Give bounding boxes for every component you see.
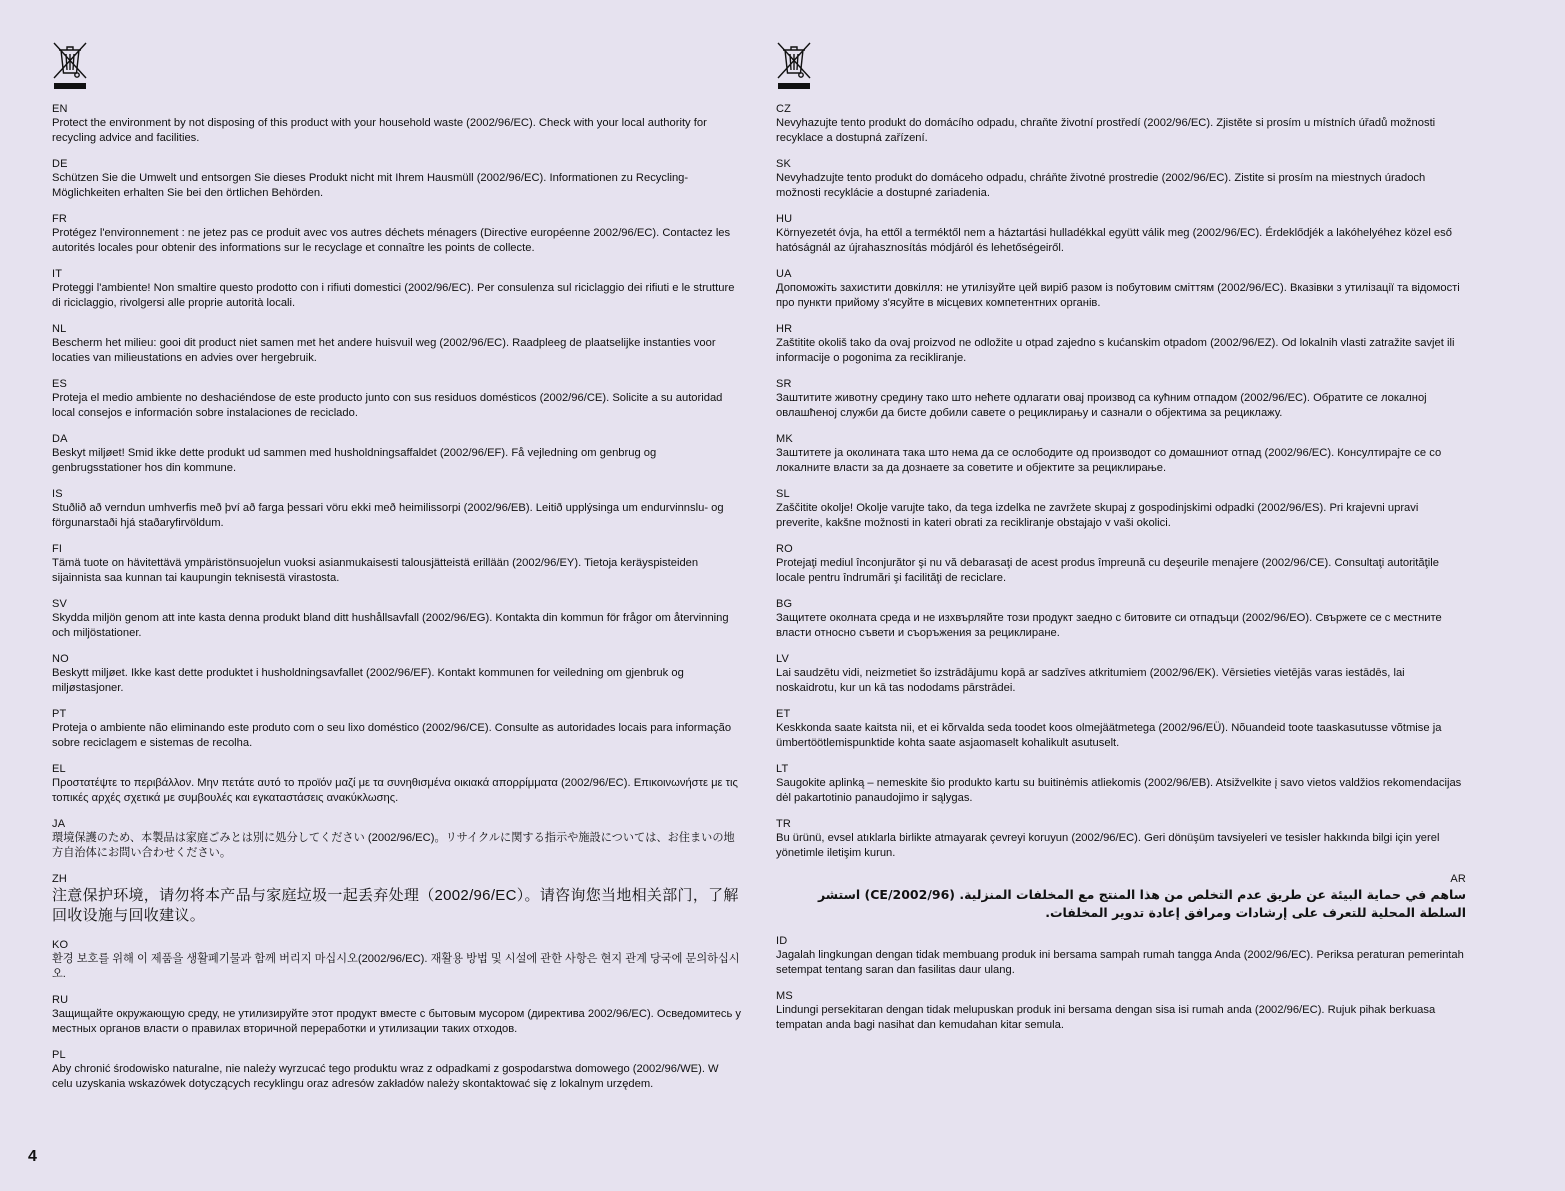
language-code: SV [52,598,68,610]
language-section-nl [52,322,742,365]
language-code: ES [52,378,68,390]
disposal-notice-text: ساهم في حماية البيئة عن طريق عدم التخلص من هذا المنتج مع المخلفات المنزلية. (CE/2002/96) استشر السلطة المحلية للتعرف على إرشادات ومرافق إعادة تدوير المخلفات. [818,887,1466,920]
language-section-sl [776,487,1466,530]
disposal-notice-text: Заштитите животну средину тако што нећете одлагати овај производ са кућним отпадом (2002/96/EC). Обратите се локалној овлашћеној служби да бисте добили савете о рециклирању и сазнали о објектима за рециклажу. [776,392,1427,419]
disposal-notice-text: Заштитете ја околината така што нема да се ослободите од производот со домашниот отпад (2002/96/EC). Консултирајте се со локалните власти за да дознаете за советите и објектите за рециклирање. [776,447,1442,474]
language-section-fi [52,542,742,585]
disposal-notice-text: 환경 보호를 위해 이 제품을 생활폐기물과 함께 버리지 마십시오(2002/96/EC). 재활용 방법 및 시설에 관한 사항은 현지 관계 당국에 문의하십시오. [52,953,740,980]
disposal-notice-text: Nevyhazujte tento produkt do domácího odpadu, chraňte životní prostředí (2002/96/EC). Zjistěte si prosím u místních úřadů možnosti recyklace a dostupná zařízení. [776,117,1436,144]
disposal-notice-text: Защищайте окружающую среду, не утилизируйте этот продукт вместе с бытовым мусором (директива 2002/96/EC). Осведомитесь у местных органов власти о правилах вторичной переработки и утилизации таких отходов. [52,1008,742,1035]
language-section-hr [776,322,1466,365]
language-section-is [52,487,742,530]
disposal-notice-text: Tämä tuote on hävitettävä ympäristönsuojelun vuoksi asianmukaisesti talousjätteistä erillään (2002/96/EY). Tietoja keräyspisteiden sijainnista saa kunnan tai kaupungin teknisestä virastosta. [52,557,699,584]
language-section-lt [776,762,1466,805]
language-code: AR [1450,873,1466,885]
language-code: NL [52,323,67,335]
disposal-notice-text: Protégez l'environnement : ne jetez pas ce produit avec vos autres déchets ménagers (Directive européenne 2002/96/EC). Contactez les autorités locales pour obtenir des informations sur le recyclage et connaître les points de collecte. [52,227,731,254]
crossed-out-wheeled-bin-icon [776,40,812,90]
language-code: FI [52,543,63,555]
crossed-out-wheeled-bin-icon [52,40,88,90]
language-code: JA [52,818,66,830]
language-code: FR [52,213,68,225]
language-section-sk [776,157,1466,200]
language-code: PL [52,1049,66,1061]
language-code: SR [776,378,792,390]
disposal-notice-text: Keskkonda saate kaitsta nii, et ei kõrvalda seda toodet koos olmejäätmetega (2002/96/EÜ). Nõuandeid toote taaskasutusse võtmise ja ümbertöötlemispunktide kohta saate asjaomaselt kohalikult asutuselt. [776,722,1442,749]
language-section-el [52,762,742,805]
language-code: RU [52,994,69,1006]
disposal-notice-text: Защитете околната среда и не изхвърляйте този продукт заедно с битовите си отпадъци (2002/96/ЕО). Свържете се с местните власти относно съвети и съоръжения за рециклиране. [776,612,1442,639]
language-section-es [52,377,742,420]
disposal-notice-text: Jagalah lingkungan dengan tidak membuang produk ini bersama sampah rumah tangga Anda (2002/96/EC). Periksa peraturan pemerintah setempat tentang saran dan fasilitas daur ulang. [776,949,1464,976]
language-code: LV [776,653,790,665]
language-section-mk [776,432,1466,475]
right-sections [776,102,1466,1032]
disposal-notice-text: Lindungi persekitaran dengan tidak melupuskan produk ini bersama dengan sisa isi rumah anda (2002/96/EC). Rujuk pihak berkuasa tempatan anda bagi nasihat dan kemudahan kitar semula. [776,1004,1436,1031]
language-code: UA [776,268,792,280]
disposal-notice-text: 注意保护环境，请勿将本产品与家庭垃圾一起丢弃处理（2002/96/EC）。请咨询您当地相关部门，了解回收设施与回收建议。 [52,887,739,924]
language-section-pl [52,1048,742,1091]
language-section-ru [52,993,742,1036]
language-section-hu [776,212,1466,255]
disposal-notice-text: Proteja el medio ambiente no deshaciéndose de este producto junto con sus residuos domésticos (2002/96/CE). Solicite a su autoridad local consejos e información sobre instalaciones de reciclado. [52,392,723,419]
disposal-notice-text: Bu ürünü, evsel atıklarla birlikte atmayarak çevreyi koruyun (2002/96/EC). Geri dönüşüm tavsiyeleri ve tesisler hakkında bilgi için yerel yönetimle iletişim kurun. [776,832,1440,859]
disposal-notice-text: Lai saudzētu vidi, neizmetiet šo izstrādājumu kopā ar sadzīves atkritumiem (2002/96/EK). Vērsieties vietējās varas iestādēs, lai noskaidrotu, kur un kā tas nododams pārstrādei. [776,667,1405,694]
language-section-lv [776,652,1466,695]
language-section-et [776,707,1466,750]
language-section-ro [776,542,1466,585]
disposal-notice-text: 環境保護のため、本製品は家庭ごみとは別に処分してください (2002/96/EC)。リサイクルに関する指示や施設については、お住まいの地方自治体にお問い合わせください。 [52,832,735,859]
language-section-no [52,652,742,695]
language-section-da [52,432,742,475]
disposal-notice-text: Skydda miljön genom att inte kasta denna produkt bland ditt hushållsavfall (2002/96/EG). Kontakta din kommun för frågor om återvinning och miljöstationer. [52,612,729,639]
disposal-notice-text: Beskyt miljøet! Smid ikke dette produkt ud sammen med husholdningsaffaldet (2002/96/EF). Få vejledning om genbrug og genbrugsstationer hos din kommune. [52,447,657,474]
language-section-de [52,157,742,200]
language-code: CZ [776,103,792,115]
language-section-ms [776,989,1466,1032]
language-code: RO [776,543,793,555]
language-code: PT [52,708,67,720]
language-section-id [776,934,1466,977]
language-code: HU [776,213,793,225]
disposal-notice-text: Protejaţi mediul înconjurător şi nu vă debarasaţi de acest produs împreună cu deşeurile menajere (2002/96/CE). Consultaţi autorităţile locale pentru îndrumări şi facilităţi de reciclare. [776,557,1439,584]
language-code: ID [776,935,788,947]
left-column [52,40,742,1103]
language-code: NO [52,653,69,665]
language-section-en [52,102,742,145]
disposal-notice-text: Környezetét óvja, ha ettől a terméktől nem a háztartási hulladékkal együtt válik meg (2002/96/EC). Érdeklődjék a lakóhelyéhez közel eső hatóságnál az újrahasznosítás módjáról és lehetőségeiről. [776,227,1452,254]
language-section-it [52,267,742,310]
language-code: DE [52,158,68,170]
language-section-sr [776,377,1466,420]
language-code: SK [776,158,792,170]
disposal-notice-text: Bescherm het milieu: gooi dit product niet samen met het andere huisvuil weg (2002/96/EC). Raadpleeg de plaatselijke instanties voor locaties van milieustations en advies over hergebruik. [52,337,716,364]
language-code: IS [52,488,63,500]
disposal-notice-text: Protect the environment by not disposing of this product with your household waste (2002/96/EC). Check with your local authority for recycling advice and facilities. [52,117,707,144]
disposal-notice-text: Stuðlið að verndun umhverfis með því að farga þessari vöru ekki með heimilissorpi (2002/96/EB). Leitið upplýsinga um endurvinnslu- og förgunarstaði hjá staðaryfirvöldum. [52,502,724,529]
language-code: EL [52,763,66,775]
language-code: DA [52,433,68,445]
language-section-pt [52,707,742,750]
disposal-notice-text: Допоможіть захистити довкілля: не утилізуйте цей виріб разом із побутовим сміттям (2002/96/EC). Вказівки з утилізації та відомості про пункти прийому з'ясуйте в місцевих компетентних органів. [776,282,1460,309]
language-section-ko [52,938,742,981]
language-section-ja [52,817,742,860]
language-code: KO [52,939,69,951]
left-sections [52,102,742,1091]
language-code: IT [52,268,63,280]
language-code: EN [52,103,68,115]
language-code: MS [776,990,793,1002]
language-section-tr [776,817,1466,860]
disposal-notice-text: Beskytt miljøet. Ikke kast dette produktet i husholdningsavfallet (2002/96/EF). Kontakt kommunen for veiledning om gjenbruk og miljøstasjoner. [52,667,684,694]
disposal-notice-text: Saugokite aplinką – nemeskite šio produkto kartu su buitinėmis atliekomis (2002/96/EB). Atsižvelkite į savo vietos valdžios rekomendacijas dėl pakartotinio panaudojimo ir sąlygas. [776,777,1462,804]
language-section-ar [776,872,1466,922]
disposal-notice-text: Aby chronić środowisko naturalne, nie należy wyrzucać tego produktu wraz z odpadkami z gospodarstwa domowego (2002/96/WE). W celu uzyskania wskazówek dotyczących recyklingu oraz adresów zakładów należy skontaktować się z lokalnym urzędem. [52,1063,719,1090]
language-code: TR [776,818,792,830]
language-section-cz [776,102,1466,145]
disposal-notice-text: Zaštitite okoliš tako da ovaj proizvod ne odložite u otpad zajedno s kućanskim otpadom (2002/96/EZ). Od lokalnih vlasti zatražite savjet ili informacije o pogonima za recikliranje. [776,337,1455,364]
language-section-zh [52,872,742,926]
disposal-notice-text: Schützen Sie die Umwelt und entsorgen Sie dieses Produkt nicht mit Ihrem Hausmüll (2002/96/EC). Informationen zu Recycling-Möglichkeiten erhalten Sie bei den örtlichen Behörden. [52,172,689,199]
language-code: ZH [52,873,68,885]
disposal-notice-text: Προστατέψτε το περιβάλλον. Μην πετάτε αυτό το προϊόν μαζί με τα συνηθισμένα οικιακά απορρίμματα (2002/96/EC). Επικοινωνήστε με τις τοπικές αρχές σχετικά με συμβουλές και εγκαταστάσεις ανακύκλωσης. [52,777,738,804]
language-section-sv [52,597,742,640]
disposal-notice-text: Proteja o ambiente não eliminando este produto com o seu lixo doméstico (2002/96/CE). Consulte as autoridades locais para informação sobre reciclagem e sistemas de recolha. [52,722,732,749]
language-code: MK [776,433,793,445]
language-section-fr [52,212,742,255]
disposal-notice-text: Nevyhadzujte tento produkt do domáceho odpadu, chráňte životné prostredie (2002/96/EC). Zistite si prosím na miestnych úradoch možnosti recyklácie a dostupné zariadenia. [776,172,1426,199]
language-code: HR [776,323,793,335]
right-column [776,40,1466,1044]
disposal-notice-text: Zaščitite okolje! Okolje varujte tako, da tega izdelka ne zavržete skupaj z gospodinjskimi odpadki (2002/96/ES). Pri krajevni upravi preverite, kakšne možnosti in kateri obrati za recikliranje obstajajo v vaši okolici. [776,502,1419,529]
language-section-bg [776,597,1466,640]
language-code: LT [776,763,789,775]
language-code: ET [776,708,791,720]
language-code: SL [776,488,790,500]
language-code: BG [776,598,793,610]
language-section-ua [776,267,1466,310]
page-number: 4 [28,1148,37,1165]
disposal-notice-text: Proteggi l'ambiente! Non smaltire questo prodotto con i rifiuti domestici (2002/96/EC). Per consulenza sul riciclaggio dei rifiuti e le strutture di riciclaggio, rivolgersi alle proprie autorità locali. [52,282,735,309]
